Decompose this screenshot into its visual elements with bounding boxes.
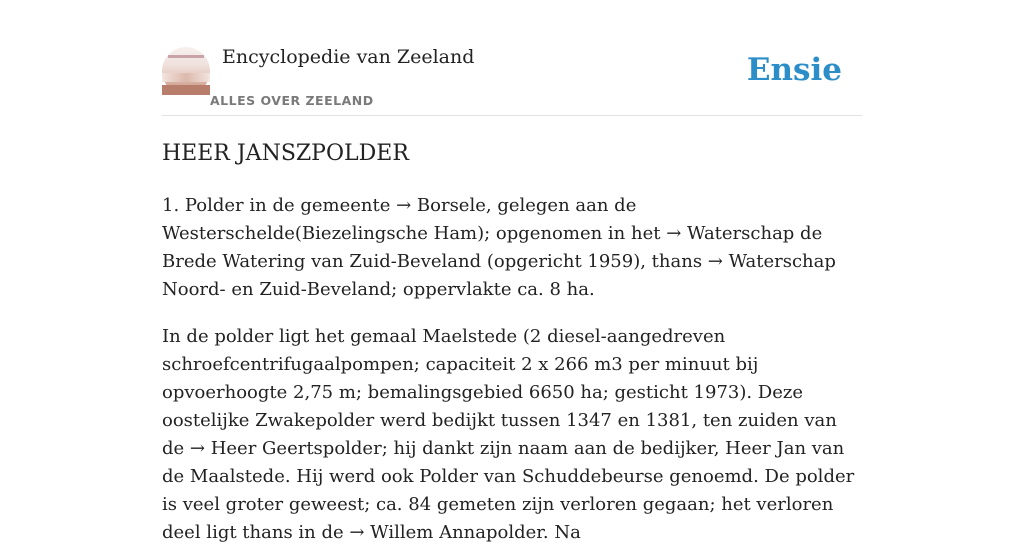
link-willem-annapolder[interactable]: → Willem Annapolder [349, 522, 543, 543]
paragraph-text: ; oppervlakte ca. 8 ha. [391, 279, 595, 300]
paragraph-text: ; hij dankt zijn naam aan de bedijker, Heer Jan van de Maalstede. Hij werd ook Polder van Schuddebeurse genoemd. De polder is veel groter geweest; ca. 84 gemeten zijn verloren gegaan; het verloren deel ligt thans in de [162, 438, 855, 543]
paragraph-text: In de polder ligt het gemaal Maelstede (2 diesel-aangedreven schroefcentrifugaalpompen; capaciteit 2 x 266 m3 per minuut bij opvoerhoogte 2,75 m; bemalingsgebied 6650 ha; gesticht 1973). Deze oostelijke Zwakepolder werd bedijkt tussen 1347 en 1381, ten zuiden van de [162, 326, 837, 459]
site-subtitle: ALLES OVER ZEELAND [210, 93, 374, 108]
paragraph-text: 1. Polder in de gemeente [162, 195, 397, 216]
site-logo-icon[interactable] [162, 47, 210, 95]
paragraph-text: (opgericht 1959), thans [481, 251, 708, 272]
paragraph-text: . Na [542, 522, 581, 543]
link-borsele[interactable]: → Borsele [396, 195, 486, 216]
site-title[interactable]: Encyclopedie van Zeeland [222, 46, 475, 68]
logo-detail [162, 73, 210, 82]
link-waterschap-noord-en-zuid-beveland[interactable]: → Waterschap Noord- en Zuid-Beveland [162, 251, 836, 300]
article [162, 138, 862, 547]
article-paragraph [162, 192, 862, 304]
link-heer-geertspolder[interactable]: → Heer Geertspolder [189, 438, 382, 459]
site-header [162, 0, 862, 116]
link-waterschap-brede-watering[interactable]: → Waterschap de Brede Watering van Zuid-Beveland [162, 223, 823, 272]
brand-logo-link[interactable]: Ensie [746, 52, 842, 88]
logo-detail [168, 55, 204, 58]
logo-detail [162, 85, 210, 95]
article-title: HEER JANSZPOLDER [162, 141, 409, 166]
article-paragraph [162, 323, 862, 547]
paragraph-text: , gelegen aan de Westerschelde(Biezelingsche Ham); opgenomen in het [162, 195, 667, 244]
